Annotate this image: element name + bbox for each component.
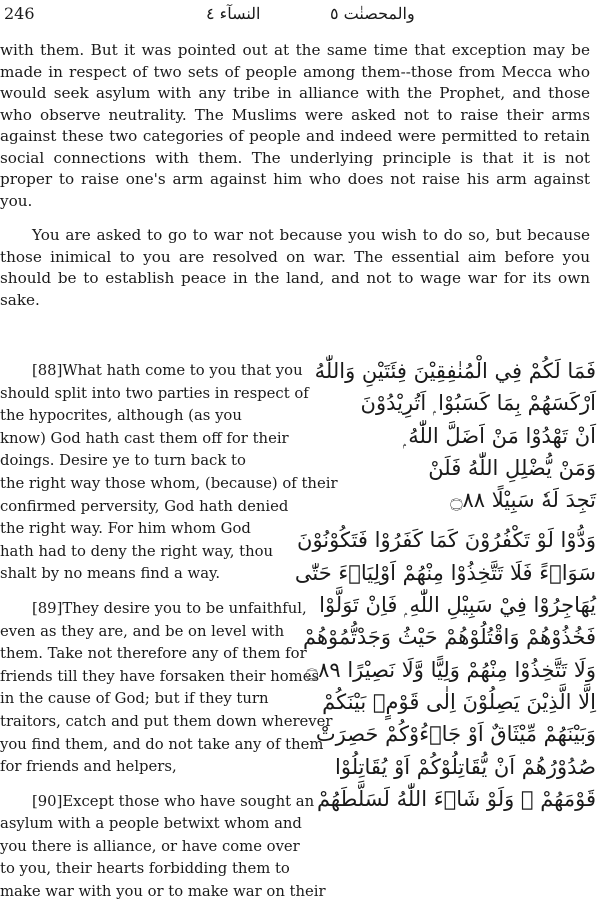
arabic-line: يُهَاجِرُوْا فِيْ سَبِيْلِ اللّٰهِ ۭ فَاِنْ تَوَلَّوْا <box>319 593 596 618</box>
page-header <box>0 4 600 32</box>
arabic-line: اَرْكَسَهُمْ بِمَا كَسَبُوْا ۭ اَتُرِيْدُوْنَ <box>360 391 596 416</box>
arabic-line: وَلَا تَتَّخِذُوْا مِنْهُمْ وَلِيًّا وَّلَا نَصِيْرًا ۝٨٩ <box>305 657 596 682</box>
arabic-line: فَمَا لَكُمْ فِي الْمُنٰفِقِيْنَ فِئَتَيْنِ وَاللّٰهُ <box>314 359 596 383</box>
verse-number: [88] <box>32 362 63 379</box>
surah-title: النسآء ٤ <box>206 4 261 23</box>
arabic-line: اِلَّا الَّذِيْنَ يَصِلُوْنَ اِلٰى قَوْمٍۢ بَيْنَكُمْ <box>322 689 596 714</box>
verse-text: What hath come to you that you should split into two parties in respect of the hypocrites, although (as you know) God hath cast them off for their doings. Desire ye to turn back to the right way those whom, (because) of their confirmed perversity, God hath denied the right way. For him whom God hath had to deny the right way, thou shalt by no means find a way. <box>0 362 338 583</box>
commentary-section <box>0 40 590 324</box>
verse-text: They desire you to be unfaithful, even as they are, and be on level with them. Take not therefore any of them for friends till they have forsaken their homes in the cause of God; but if they turn traitors, catch and put them down wherever you find them, and do not take any of them for friends and helpers, <box>0 599 333 776</box>
commentary-paragraph-1: with them. But it was pointed out at the same time that exception may be made in respect of two sets of people among them--those from Mecca who would seek asylum with any tribe in alliance with the Prophet, and those who observe neutrality. The Muslims were asked not to raise their arms against these two categories of people and indeed were permitted to retain social connections with them. The underlying principle is that it is not proper to raise one's arm against him who does not raise his arm against you. <box>0 41 590 210</box>
arabic-line: وَمَنْ يُّضْلِلِ اللّٰهُ فَلَنْ <box>428 455 596 480</box>
arabic-line: وَبَيْنَهُمْ مِّيْثَاقٌ اَوْ جَاۗءُوْكُمْ حَصِرَتْ <box>315 722 596 747</box>
verse-number: [89] <box>32 599 63 617</box>
page-number: 246 <box>4 4 35 23</box>
arabic-line: اَنْ تَهْدُوْا مَنْ اَضَلَّ اللّٰهُ ۭ <box>403 423 596 448</box>
verse-number: [90] <box>32 792 63 810</box>
commentary-paragraph-2: You are asked to go to war not because you wish to do so, but because those inimical to you are resolved on war. The essential aim before you should be to establish peace in the land, and not to wage war for its own sake. <box>0 226 590 309</box>
arabic-line: صُدُوْرُهُمْ اَنْ يُّقَاتِلُوْكُمْ اَوْ يُقَاتِلُوْا <box>335 754 596 779</box>
arabic-text-column <box>294 355 596 815</box>
arabic-line: وَدُّوْا لَوْ تَكْفُرُوْنَ كَمَا كَفَرُوْا فَتَكُوْنُوْنَ <box>297 528 596 553</box>
arabic-line: قَوْمَهُمْ ۭ وَلَوْ شَاۗءَ اللّٰهُ لَسَلَّطَهُمْ <box>316 786 596 811</box>
arabic-line: فَخُذُوْهُمْ وَاقْتُلُوْهُمْ حَيْثُ وَجَدْتُّمُوْهُمْ <box>302 625 596 650</box>
juz-title: والمحصنٰت ٥ <box>330 4 415 23</box>
arabic-line: سَوَاۗءً فَلَا تَتَّخِذُوْا مِنْهُمْ اَوْلِيَاۗءَ حَتّٰى <box>294 560 596 585</box>
arabic-line: تَجِدَ لَهٗ سَبِيْلًا ۝٨٨ <box>450 488 596 513</box>
verse-text: Except those who have sought an asylum with a people betwixt whom and you there is alliance, or have come over to you, their hearts forbidding them to make war with you or to make war on their <box>0 792 326 901</box>
